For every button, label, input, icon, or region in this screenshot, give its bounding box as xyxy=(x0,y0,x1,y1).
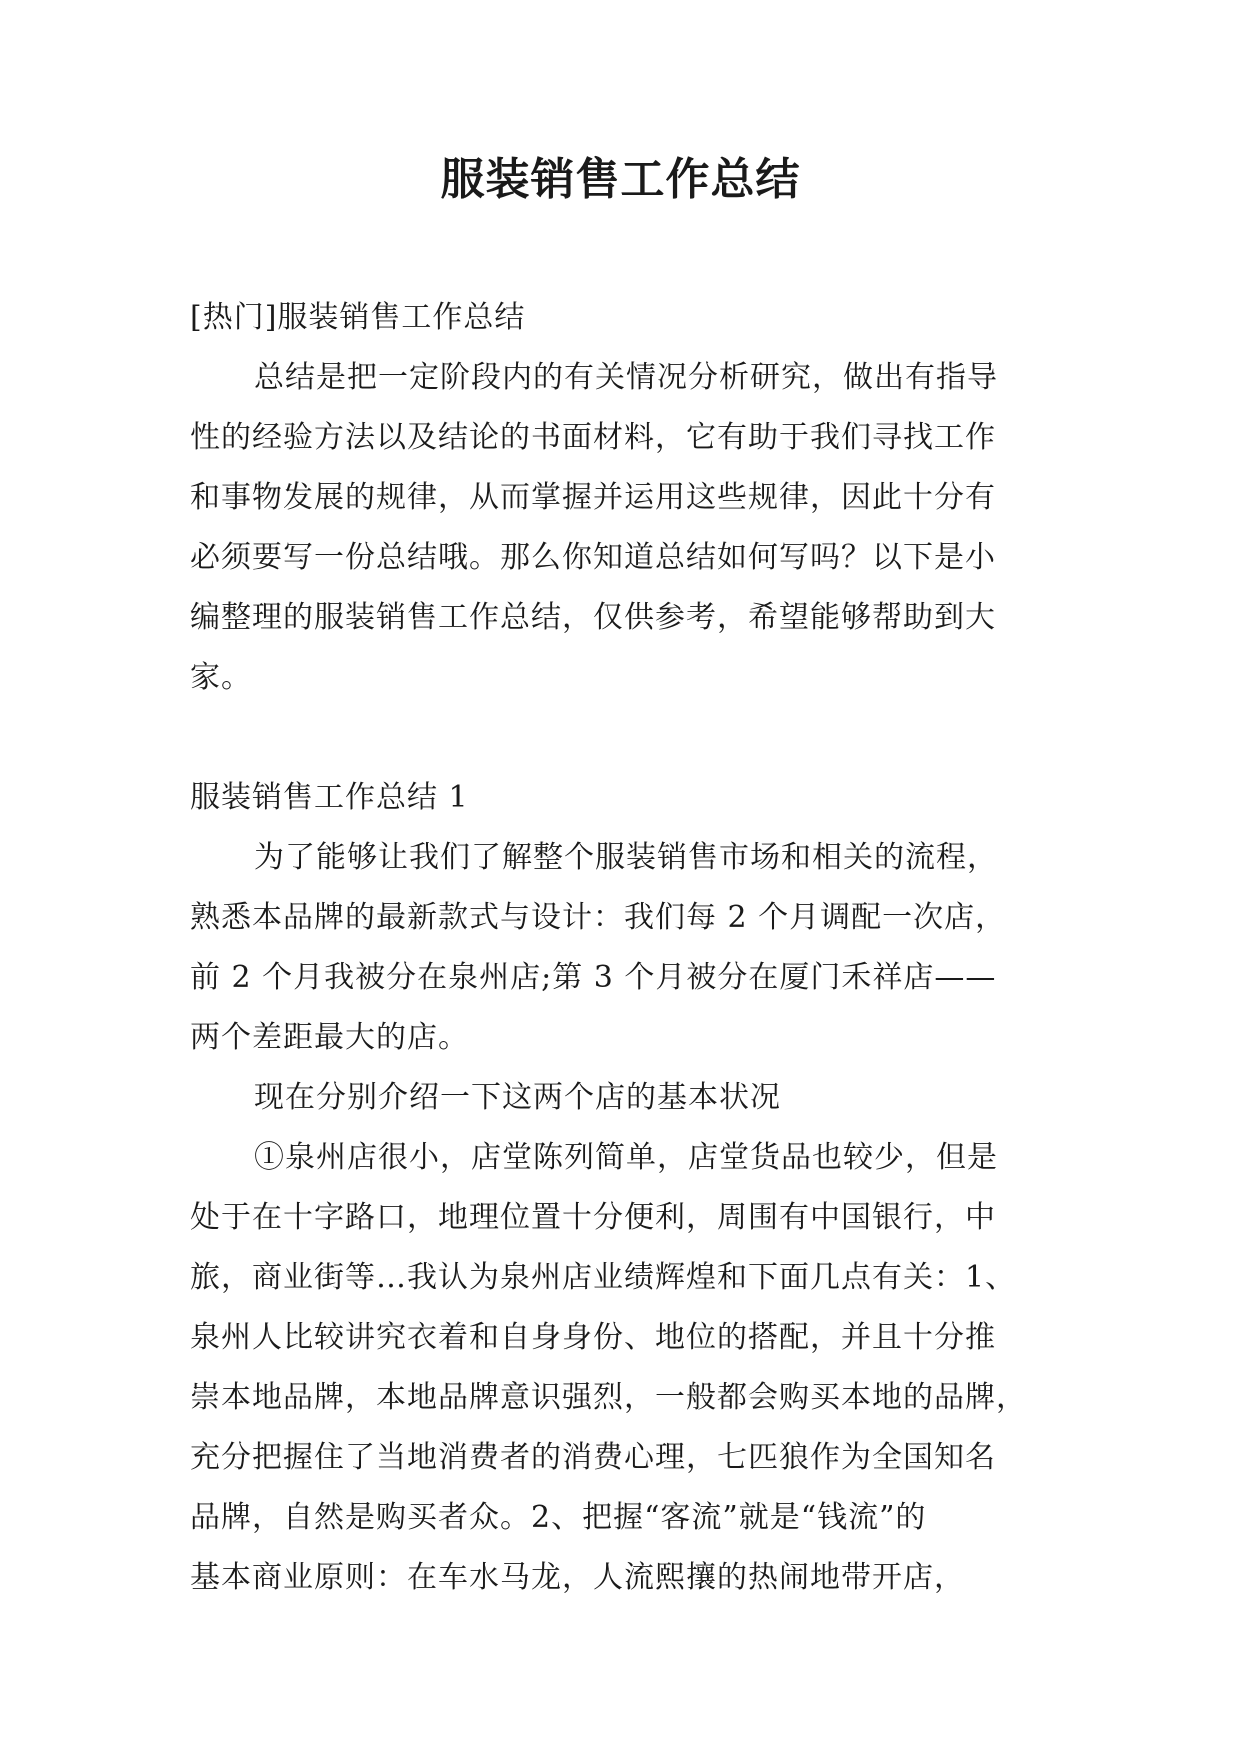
paragraph-line: 旅，商业街等…我认为泉州店业绩辉煌和下面几点有关：1、 xyxy=(190,1260,1017,1295)
paragraph-spacer xyxy=(190,708,1070,768)
heading-hot-summary: [热门]服装销售工作总结 xyxy=(190,300,526,335)
paragraph-line: 家。 xyxy=(190,660,252,695)
paragraph-line: 熟悉本品牌的最新款式与设计：我们每 2 个月调配一次店， xyxy=(190,900,1007,935)
paragraph-line: 现在分别介绍一下这两个店的基本状况 xyxy=(254,1080,781,1115)
paragraph-line: 处于在十字路口，地理位置十分便利，周围有中国银行，中 xyxy=(190,1200,996,1235)
document-title: 服装销售工作总结 xyxy=(440,154,801,205)
paragraph-line: 和事物发展的规律，从而掌握并运用这些规律，因此十分有 xyxy=(190,480,996,515)
section-paragraph-3 xyxy=(190,1128,1070,1608)
paragraph-line: 性的经验方法以及结论的书面材料，它有助于我们寻找工作 xyxy=(190,420,996,455)
paragraph-line: 两个差距最大的店。 xyxy=(190,1020,469,1055)
paragraph-line: 充分把握住了当地消费者的消费心理，七匹狼作为全国知名 xyxy=(190,1440,996,1475)
intro-paragraph xyxy=(190,348,1070,708)
paragraph-line: 必须要写一份总结哦。那么你知道总结如何写吗？以下是小 xyxy=(190,540,996,575)
paragraph-line: 为了能够让我们了解整个服装销售市场和相关的流程， xyxy=(254,840,998,875)
paragraph-line: 总结是把一定阶段内的有关情况分析研究，做出有指导 xyxy=(254,360,998,395)
paragraph-line: 基本商业原则：在车水马龙，人流熙攘的热闹地带开店， xyxy=(190,1560,965,1595)
section-heading-1: 服装销售工作总结 1 xyxy=(190,780,469,815)
section-paragraph-1 xyxy=(190,828,1070,1068)
document-body xyxy=(190,288,1070,1608)
section-paragraph-2 xyxy=(190,1068,1070,1128)
paragraph-line: 崇本地品牌，本地品牌意识强烈，一般都会购买本地的品牌， xyxy=(190,1380,1027,1415)
paragraph-line: ①泉州店很小，店堂陈列简单，店堂货品也较少，但是 xyxy=(254,1140,998,1175)
paragraph-line: 泉州人比较讲究衣着和自身身份、地位的搭配，并且十分推 xyxy=(190,1320,996,1355)
paragraph-line: 编整理的服装销售工作总结，仅供参考，希望能够帮助到大 xyxy=(190,600,996,635)
paragraph-line: 前 2 个月我被分在泉州店;第 3 个月被分在厦门禾祥店—— xyxy=(190,960,997,995)
paragraph-line: 品牌，自然是购买者众。2、把握“客流”就是“钱流”的 xyxy=(190,1500,927,1535)
